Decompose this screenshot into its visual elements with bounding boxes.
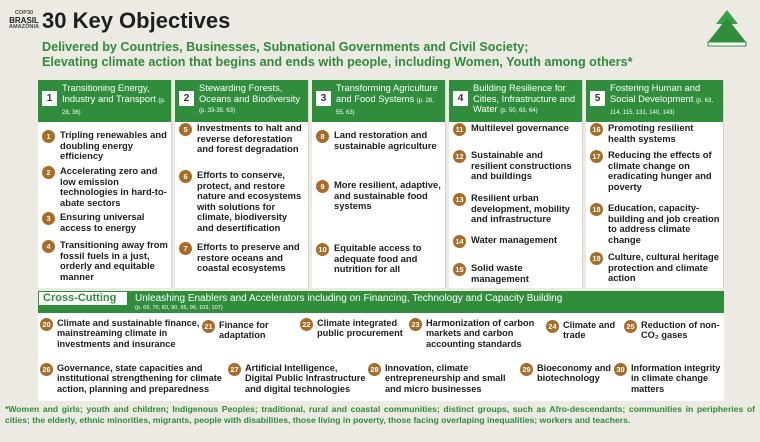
objective-number: 11	[453, 123, 466, 136]
column-header	[586, 80, 723, 122]
objective-item	[179, 170, 306, 234]
objective-column-5	[586, 80, 724, 288]
objective-number: 23	[409, 318, 422, 331]
objective-text: Innovation, climate entrepreneurship and small and micro businesses	[385, 363, 506, 394]
column-refs: (p. 33-35, 63)	[199, 108, 236, 114]
objective-number: 8	[316, 130, 329, 143]
column-header	[449, 80, 582, 122]
crosscutting-item	[368, 363, 518, 394]
objective-column-3	[312, 80, 446, 288]
crosscutting-label: Cross-Cutting	[38, 291, 128, 306]
objective-text: Solid waste management	[471, 262, 529, 284]
objective-number: 4	[42, 240, 55, 253]
objective-number: 27	[228, 363, 241, 376]
objective-item	[42, 212, 169, 233]
crosscutting-item	[624, 320, 722, 341]
crosscutting-refs: (p. 69, 70, 83, 90, 95, 96, 103, 107)	[135, 305, 223, 311]
objective-text: Bioeconomy and biotechnology	[537, 363, 612, 384]
objective-item	[179, 242, 306, 274]
objective-number: 25	[624, 320, 637, 333]
crosscutting-item	[228, 363, 366, 394]
objective-text: Resilient urban development, mobility and infrastructure	[471, 192, 570, 225]
logo-line-3: AMAZÔNIA	[8, 24, 40, 30]
objective-number: 28	[368, 363, 381, 376]
column-refs: (p. 28, 36)	[62, 97, 166, 116]
column-number: 5	[590, 91, 605, 106]
objective-item	[179, 123, 306, 155]
objective-number: 10	[316, 243, 329, 256]
subtitle-line-2: Elevating climate action that begins and ends with people, including Women, Youth among others*	[42, 55, 633, 69]
objective-text: Sustainable and resilient constructions and buildings	[471, 149, 572, 182]
objective-item	[453, 123, 580, 134]
page-title: 30 Key Objectives	[42, 8, 231, 33]
column-number: 4	[453, 91, 468, 106]
objective-number: 1	[42, 130, 55, 143]
objective-column-4	[449, 80, 583, 288]
objective-column-2	[175, 80, 309, 288]
objective-item	[453, 193, 580, 225]
column-header	[38, 80, 171, 122]
objective-item	[453, 263, 580, 284]
column-title: Stewarding Forests, Oceans and Biodiversity	[199, 82, 301, 104]
objective-number: 21	[202, 320, 215, 333]
crosscutting-header	[38, 291, 724, 313]
objective-number: 22	[300, 318, 313, 331]
column-title: Building Resilience for Cities, Infrastructure and Water	[473, 82, 576, 114]
crosscutting-item	[546, 320, 622, 341]
crosscutting-item	[40, 363, 228, 394]
objective-text: Climate and trade	[563, 320, 616, 341]
objective-text: Water management	[471, 234, 558, 245]
objective-number: 16	[590, 123, 603, 136]
logo-line-1: COP30	[14, 10, 34, 16]
objective-item	[590, 252, 721, 284]
column-refs: (p. 28, 55, 63)	[336, 97, 434, 116]
crosscutting-item	[202, 320, 297, 341]
objective-text: More resilient, adaptive, and sustainable food systems	[334, 179, 441, 212]
objective-number: 14	[453, 235, 466, 248]
objective-text: Transitioning away from fossil fuels in a just, orderly and equitable manner	[60, 239, 168, 282]
column-title: Fostering Human and Social Development	[610, 82, 701, 104]
column-refs: (p. 50, 63, 64)	[500, 108, 538, 114]
objective-number: 13	[453, 193, 466, 206]
objective-item	[453, 150, 580, 182]
objective-number: 18	[590, 203, 603, 216]
objective-item	[42, 166, 169, 208]
objective-text: Finance for adaptation	[219, 320, 269, 341]
crosscutting-item	[409, 318, 544, 349]
objective-text: Land restoration and sustainable agriculture	[334, 129, 437, 151]
objective-item	[42, 240, 169, 282]
objective-text: Education, capacity-building and job creation to address climate change	[608, 202, 720, 245]
objective-item	[590, 123, 721, 144]
emblem-icon	[702, 6, 752, 54]
column-header	[175, 80, 308, 122]
objective-number: 26	[40, 363, 53, 376]
objective-number: 3	[42, 212, 55, 225]
objective-text: Accelerating zero and low emission technologies in hard-to-abate sectors	[60, 165, 167, 208]
objective-text: Ensuring universal access to energy	[60, 211, 145, 233]
crosscutting-item	[300, 318, 408, 339]
objective-text: Tripling renewables and doubling energy efficiency	[60, 129, 167, 162]
objective-item	[453, 235, 580, 246]
objective-text: Promoting resilient health systems	[608, 122, 694, 144]
column-number: 2	[179, 91, 194, 106]
objective-item	[42, 130, 169, 162]
objective-number: 6	[179, 170, 192, 183]
column-header	[312, 80, 445, 122]
objective-text: Reduction of non-CO₂ gases	[641, 320, 720, 341]
objective-text: Information integrity in climate change matters	[631, 363, 721, 394]
subtitle	[42, 40, 633, 70]
objective-item	[316, 180, 443, 212]
cop30-logo	[5, 10, 43, 44]
objective-number: 15	[453, 263, 466, 276]
objective-number: 24	[546, 320, 559, 333]
objective-text: Equitable access to adequate food and nutrition for all	[334, 242, 422, 275]
objective-text: Climate integrated public procurement	[317, 318, 403, 339]
crosscutting-panel	[38, 313, 724, 401]
column-title: Transforming Agriculture and Food Systems	[336, 82, 438, 104]
objective-text: Culture, cultural heritage protection and climate action	[608, 251, 719, 284]
crosscutting-title: Unleashing Enablers and Accelerators including on Financing, Technology and Capacity Building	[135, 293, 563, 304]
objective-item	[316, 243, 443, 275]
objective-number: 30	[614, 363, 627, 376]
column-refs: (p. 63, 114, 115, 131, 140, 143)	[610, 97, 714, 116]
objective-number: 2	[42, 166, 55, 179]
objective-text: Efforts to conserve, protect, and restore nature and ecosystems with solutions for climate, biodiversity and desertification	[197, 169, 302, 233]
objective-item	[590, 150, 721, 192]
objective-text: Climate and sustainable finance, mainstreaming climate in investments and insurance	[57, 318, 200, 349]
objective-number: 7	[179, 242, 192, 255]
subtitle-line-1: Delivered by Countries, Businesses, Subnational Governments and Civil Society;	[42, 40, 529, 54]
objective-number: 20	[40, 318, 53, 331]
objective-text: Governance, state capacities and institutional strengthening for climate action, planning and preparedness	[57, 363, 222, 394]
crosscutting-item	[614, 363, 722, 394]
objective-number: 9	[316, 180, 329, 193]
column-number: 1	[42, 91, 57, 106]
objective-text: Artificial Intelligence, Digital Public Infrastructure and digital technologies	[245, 363, 366, 394]
crosscutting-item	[520, 363, 612, 384]
objective-number: 12	[453, 150, 466, 163]
objective-item	[590, 203, 721, 245]
objective-column-1	[38, 80, 172, 288]
objective-text: Multilevel governance	[471, 122, 569, 133]
column-title: Transitioning Energy, Industry and Transport	[62, 82, 156, 104]
objective-number: 19	[590, 252, 603, 265]
objective-number: 29	[520, 363, 533, 376]
footnote: *Women and girls; youth and children; Indigenous Peoples; traditional, rural and coastal communities; distinct groups, such as Afro-descendants; communities in peripheries of cities; the elderly, ethnic minorities, migrants, people with disabilities, those living in poverty, those facing overlaping inequalities; workers and teachers.	[5, 404, 755, 425]
objective-text: Efforts to preserve and restore oceans and coastal ecosystems	[197, 241, 300, 274]
objective-text: Investments to halt and reverse deforestation and forest degradation	[197, 122, 302, 155]
objective-number: 17	[590, 150, 603, 163]
logo-line-2: BRASIL	[9, 16, 39, 25]
crosscutting-item	[40, 318, 200, 349]
column-number: 3	[316, 91, 331, 106]
objective-text: Harmonization of carbon markets and carbon accounting standards	[426, 318, 535, 349]
objective-item	[316, 130, 443, 151]
objective-number: 5	[179, 123, 192, 136]
objective-text: Reducing the effects of climate change on eradicating hunger and poverty	[608, 149, 712, 192]
